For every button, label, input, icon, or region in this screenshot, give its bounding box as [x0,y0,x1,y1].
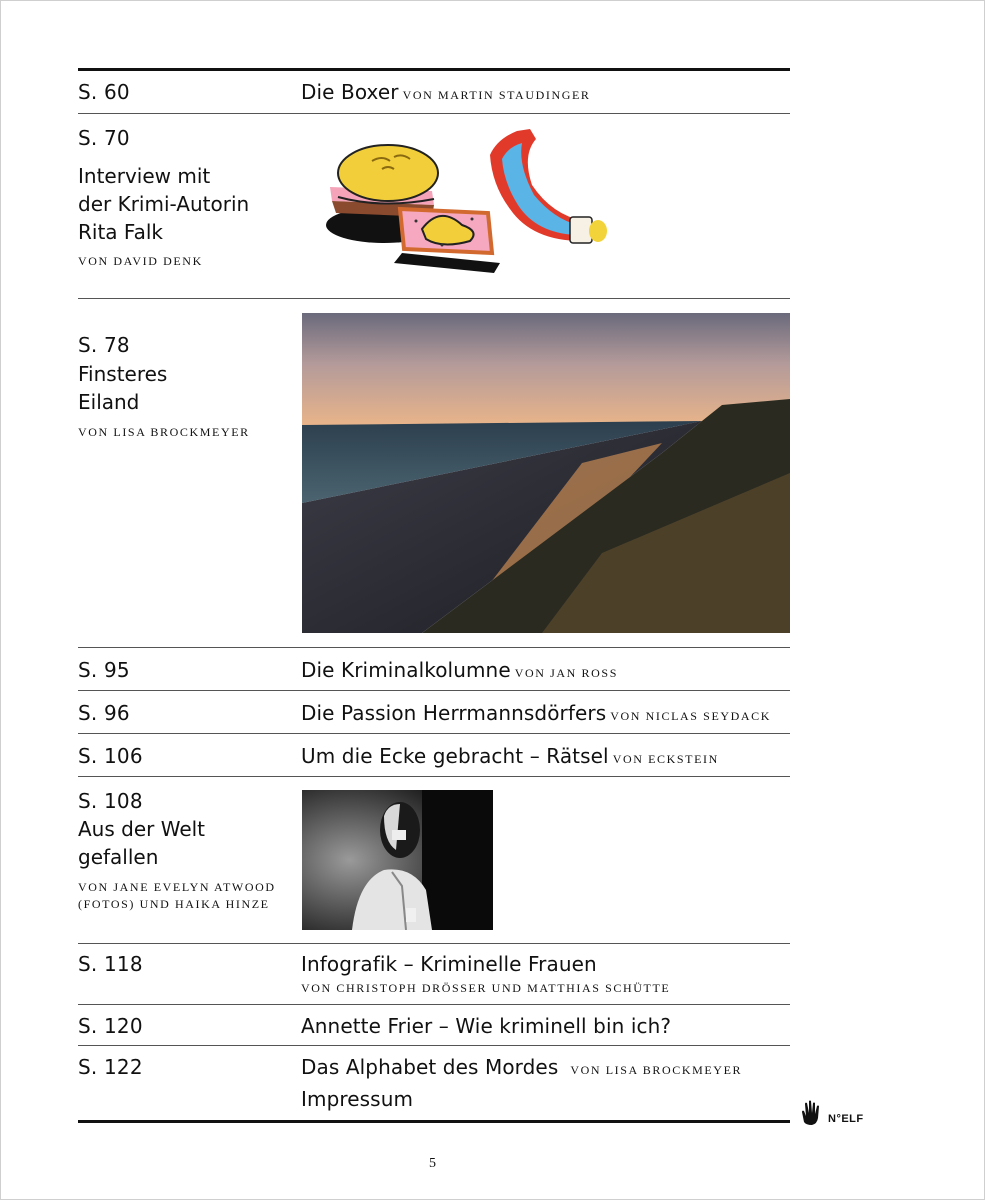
divider [78,776,790,777]
title-line[interactable]: Finsteres [78,362,168,386]
divider [78,113,790,114]
entry-title-text[interactable]: Die Kriminalkolumne [301,658,511,682]
brand-logo [800,1100,864,1126]
bottom-rule [78,1120,790,1123]
entry-page-number: S. 120 [78,1014,143,1038]
illustration-food [322,125,612,275]
title-line[interactable]: Interview mit [78,164,211,188]
title-line[interactable]: Eiland [78,390,140,414]
entry-byline: VON LISA BROCKMEYER [570,1063,743,1077]
entry-title[interactable] [78,815,205,871]
page-number: 5 [429,1156,436,1171]
title-line[interactable]: Rita Falk [78,220,163,244]
byline-line: (FOTOS) UND HAIKA HINZE [78,897,270,911]
divider [78,943,790,944]
hand-icon [800,1100,824,1126]
divider [78,690,790,691]
entry-byline: VON ECKSTEIN [612,752,719,766]
entry-byline: VON CHRISTOPH DRÖSSER UND MATTHIAS SCHÜTTE [301,981,671,995]
entry-title-text[interactable]: Das Alphabet des Mordes [301,1055,559,1079]
entry-title-text[interactable]: Die Boxer [301,80,399,104]
entry-title[interactable]: Infografik – Kriminelle Frauen [301,952,597,976]
entry-title[interactable] [301,744,719,768]
entry-page-number: S. 96 [78,701,130,725]
entry-page-number: S. 122 [78,1055,143,1079]
divider [78,1004,790,1005]
photo-portrait-bw[interactable] [302,790,493,930]
divider [78,1045,790,1046]
entry-byline: VON NICLAS SEYDACK [610,709,772,723]
byline-line: VON JANE EVELYN ATWOOD [78,880,276,894]
entry-title[interactable] [301,1055,742,1079]
impressum-link[interactable]: Impressum [301,1087,414,1111]
title-line[interactable]: der Krimi-Autorin [78,192,250,216]
entry-title-text[interactable]: Um die Ecke gebracht – Rätsel [301,744,609,768]
entry-title[interactable] [301,701,771,725]
entry-title[interactable]: Annette Frier – Wie kriminell bin ich? [301,1014,672,1038]
entry-page-number: S. 95 [78,658,130,682]
entry-byline: VON LISA BROCKMEYER [78,425,250,439]
logo-text: N°ELF [828,1113,864,1125]
divider [78,298,790,299]
entry-title[interactable] [301,80,591,104]
entry-page-number: S. 108 [78,789,143,813]
entry-byline: VON JAN ROSS [514,666,618,680]
title-line[interactable]: gefallen [78,845,159,869]
divider [78,647,790,648]
photo-beach-sunset[interactable] [302,313,790,633]
title-line[interactable]: Aus der Welt [78,817,206,841]
entry-page-number: S. 118 [78,952,143,976]
entry-title[interactable] [301,658,618,682]
entry-page-number: S. 60 [78,80,130,104]
entry-byline: VON MARTIN STAUDINGER [402,88,591,102]
divider [78,733,790,734]
entry-byline [78,879,276,913]
entry-page-number: S. 78 [78,333,130,357]
entry-title[interactable] [78,162,249,246]
entry-page-number: S. 106 [78,744,143,768]
entry-title[interactable] [78,360,167,416]
entry-title-text[interactable]: Die Passion Herrmannsdörfers [301,701,607,725]
entry-page-number: S. 70 [78,126,130,150]
top-rule [78,68,790,71]
entry-byline: VON DAVID DENK [78,254,203,268]
